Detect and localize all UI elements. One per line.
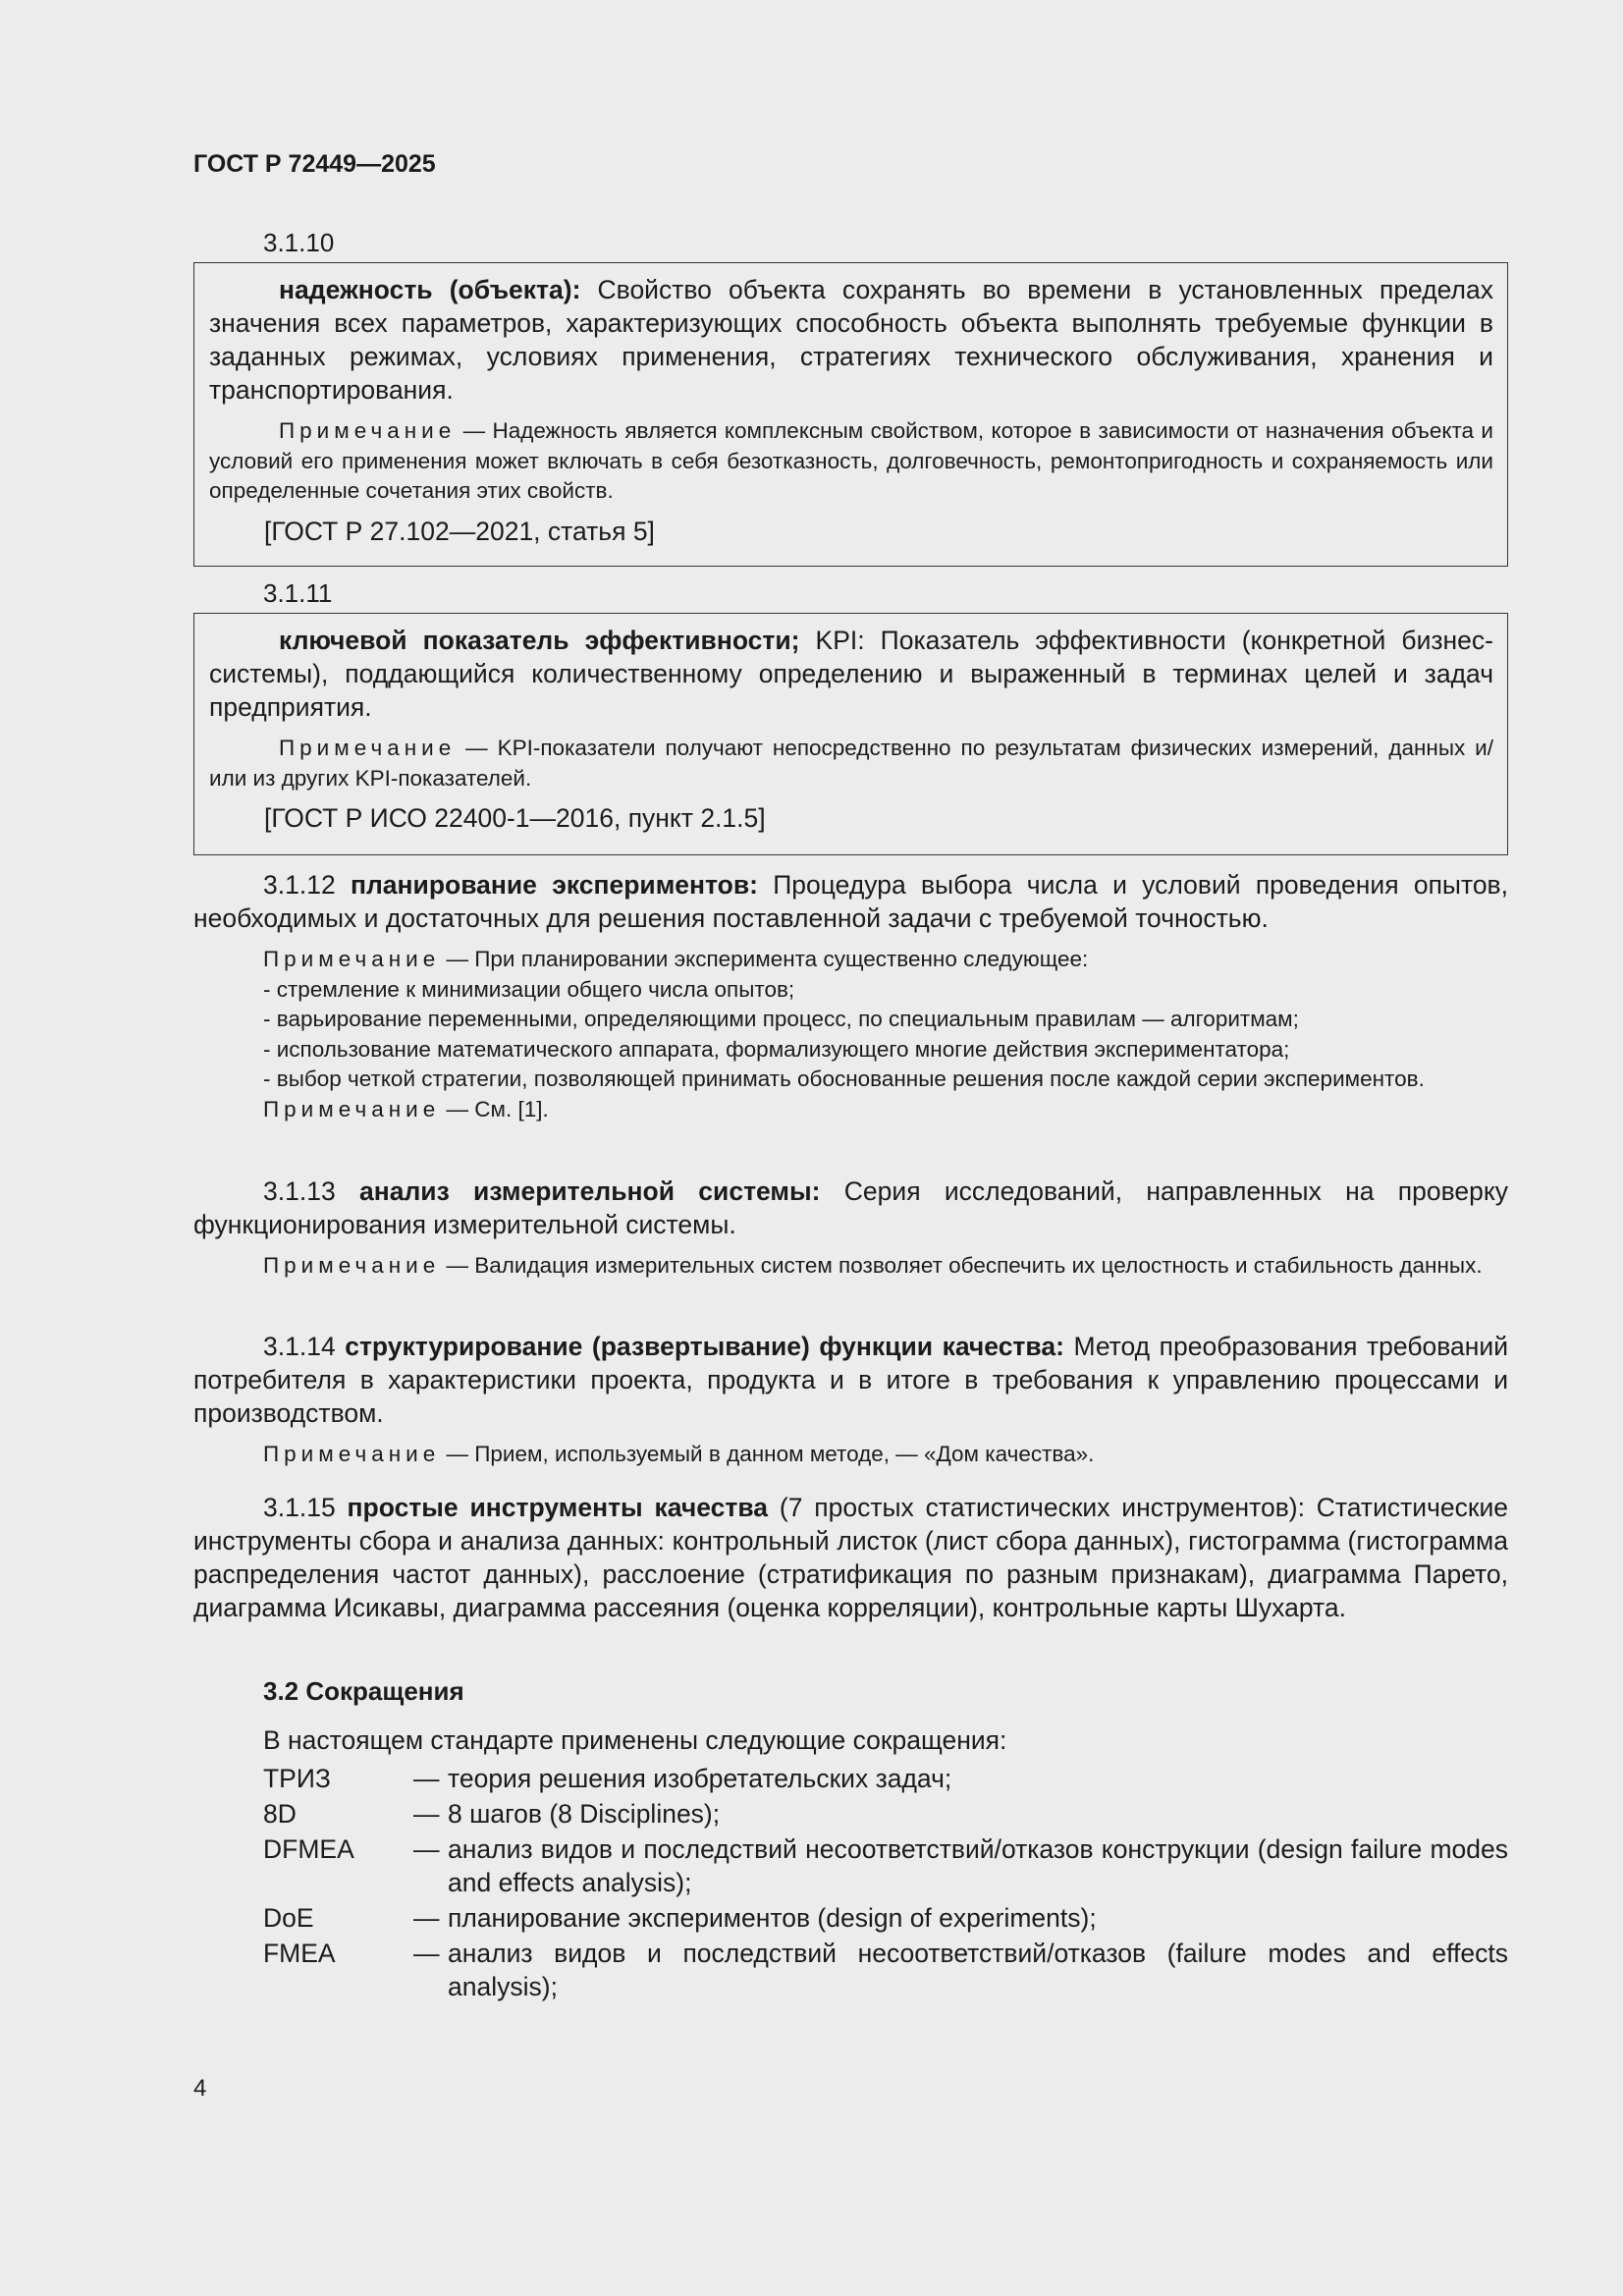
definition-text: Процедура выбора числа и условий проведения опытов, необходимых и достаточных для решения поставленной задачи с требуемой точностью. [193,870,1508,933]
abbreviation-term: FMEA [263,1939,336,1968]
abbreviation-term: DFMEA [263,1834,354,1864]
note-label: Примечание [263,1096,441,1121]
note-text: — При планировании эксперимента существенно следующее: [440,947,1089,971]
note-label: Примечание [263,1442,441,1466]
clause-3-1-14 [193,1330,1508,1470]
abbreviation-definition: анализ видов и последствий несоответствий/отказов (failure modes and effects analysis); [448,1939,1508,2001]
source-reference: [ГОСТ Р 27.102—2021, статья 5] [264,516,655,546]
term: ключевой показатель эффективности; [279,626,800,655]
page-number: 4 [193,2075,207,2102]
note-list-item: - выбор четкой стратегии, позволяющей принимать обоснованные решения после каждой серии экспериментов. [263,1066,1425,1091]
abbreviation-dash: — [413,1903,440,1933]
note-text: — KPI-показатели получают непосредственно по результатам физических измерений, данных и/или из других KPI-показателей. [209,736,1493,791]
note-text: — Прием, используемый в данном методе, — «Дом качества». [440,1442,1095,1466]
source-reference: [ГОСТ Р ИСО 22400-1—2016, пункт 2.1.5] [264,803,766,833]
note-label: Примечание [263,1253,441,1278]
note-label: Примечание [279,418,457,443]
note [193,1440,1508,1470]
section-intro: В настоящем стандарте применены следующие сокращения: [263,1725,1007,1755]
abbreviation-term: DoE [263,1903,314,1933]
abbreviation-dash: — [413,1764,440,1793]
note [209,416,1493,507]
definition-text: Свойство объекта сохранять во времени в установленных пределах значения всех параметров, характеризующих способность объекта выполнять требуемые функции в заданных режимах, условиях применения, стратегиях технического обслуживания, хранения и транспортирования. [209,275,1493,405]
definition-paragraph [209,624,1493,724]
note-text: — Надежность является комплексным свойством, которое в зависимости от назначения объекта и условий его применения может включать в себя безотказность, долговечность, ремонтопригодность и сохраняемость или определенные сочетания этих свойств. [209,418,1493,503]
note [193,1095,1508,1125]
abbreviation-definition: анализ видов и последствий несоответствий/отказов конструкции (design failure modes and effects analysis); [448,1834,1508,1897]
definition-text: (7 простых статистических инструментов): Статистические инструменты сбора и анализа данных: контрольный листок (лист сбора данных), гистограмма (гистограмма распределения частот данных), расслоение (стратификация по разным признакам), диаграмма Парето, диаграмма Исикавы, диаграмма рассеяния (оценка корреляции), контрольные карты Шухарта. [193,1493,1508,1622]
note-text: — Валидация измерительных систем позволяет обеспечить их целостность и стабильность данных. [440,1253,1483,1278]
clause-3-1-12 [193,868,1508,1124]
term: структурирование (развертывание) функции качества: [345,1332,1064,1361]
section-heading: 3.2 Сокращения [263,1676,464,1706]
abbreviation-dash: — [413,1939,440,1968]
term: планирование экспериментов: [350,870,758,900]
clause-number-3-1-11: 3.1.11 [263,578,333,608]
abbreviation-definition: 8 шагов (8 Disciplines); [448,1799,721,1829]
definition-paragraph [193,1175,1508,1241]
note-list-item: - варьирование переменными, определяющими процесс, по специальным правилам — алгоритмам; [263,1007,1299,1031]
definition-paragraph [209,273,1493,407]
clause-number: 3.1.14 [263,1332,346,1361]
definition-box-3-1-10 [193,262,1508,567]
definition-paragraph [193,1330,1508,1430]
clause-number: 3.1.12 [263,870,351,900]
definition-text: KPI: Показатель эффективности (конкретной бизнес-системы), поддающийся количественному определению и выраженный в терминах целей и задач предприятия. [209,626,1493,722]
abbreviation-definition: теория решения изобретательских задач; [448,1764,952,1793]
abbreviation-dash: — [413,1834,440,1864]
note [209,734,1493,793]
term: надежность (объекта): [279,275,581,304]
note-list-item: - использование математического аппарата, формализующего многие действия экспериментатора; [263,1036,1290,1062]
document-header: ГОСТ Р 72449—2025 [193,150,436,178]
note [193,945,1508,975]
note [193,1251,1508,1282]
clause-number-3-1-10: 3.1.10 [263,228,335,257]
clause-number: 3.1.13 [263,1176,359,1206]
definition-text: Метод преобразования требований потребителя в характеристики проекта, продукта и в итоге в требования к управлению процессами и производством. [193,1332,1509,1428]
definition-box-3-1-11 [193,613,1508,855]
definition-paragraph [193,1491,1508,1624]
abbreviation-term: 8D [263,1799,297,1829]
abbreviation-dash: — [413,1799,440,1829]
abbreviation-term: ТРИЗ [263,1764,331,1793]
note-label: Примечание [263,947,441,971]
term: анализ измерительной системы: [358,1176,821,1206]
note-label: Примечание [279,736,457,760]
definition-paragraph [193,868,1508,935]
abbreviation-definition: планирование экспериментов (design of experiments); [448,1903,1097,1933]
term: простые инструменты качества [347,1493,769,1522]
clause-3-1-13 [193,1175,1508,1282]
definition-text: Серия исследований, направленных на проверку функционирования измерительной системы. [193,1176,1509,1239]
note-list-item: - стремление к минимизации общего числа опытов; [263,976,795,1002]
note-text: — См. [1]. [440,1096,549,1121]
clause-number: 3.1.15 [263,1493,348,1522]
clause-3-1-15 [193,1491,1508,1624]
